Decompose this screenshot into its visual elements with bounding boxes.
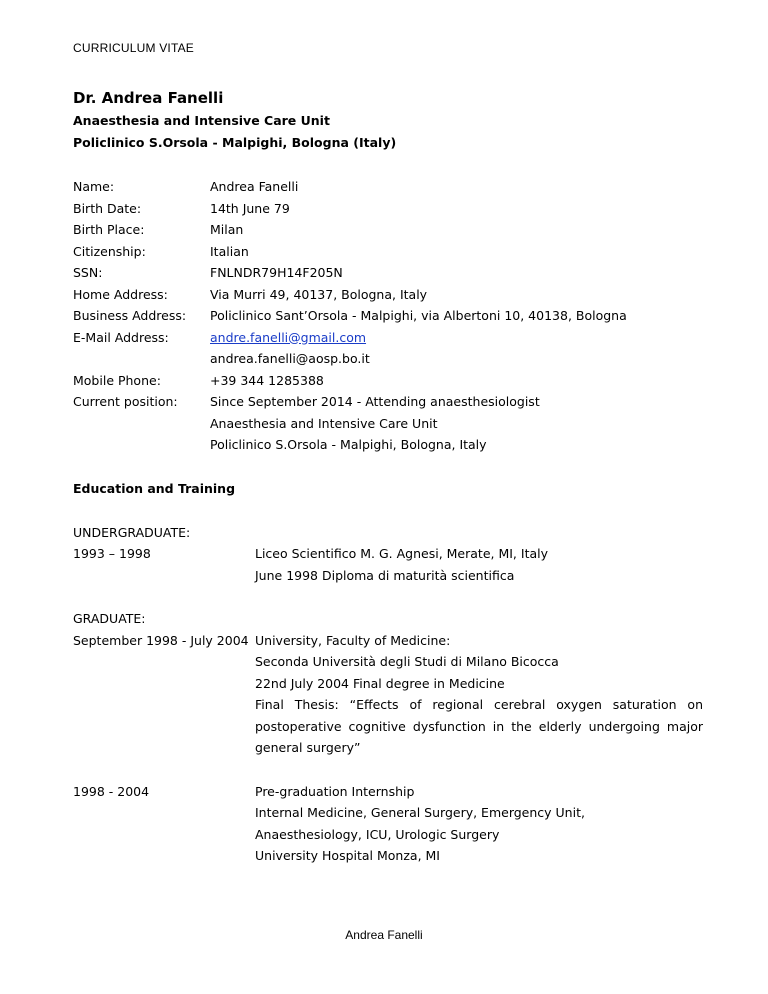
department: Anaesthesia and Intensive Care Unit xyxy=(73,113,330,128)
running-header: CURRICULUM VITAE xyxy=(73,41,194,55)
education-period: September 1998 - July 2004 xyxy=(73,632,249,648)
info-label: Name: xyxy=(73,179,115,194)
education-line: Seconda Università degli Studi di Milano Bicocca xyxy=(255,654,559,669)
info-value: +39 344 1285388 xyxy=(210,372,324,388)
info-value: Since September 2014 - Attending anaesthesiologist xyxy=(210,394,540,409)
info-value: Andrea Fanelli xyxy=(210,179,299,194)
info-row-business-address xyxy=(73,305,703,327)
cv-document xyxy=(73,86,703,867)
info-label: E-Mail Address: xyxy=(73,329,169,345)
info-label: Business Address: xyxy=(73,308,187,323)
info-row-home-address xyxy=(73,284,703,306)
info-value: Via Murri 49, 40137, Bologna, Italy xyxy=(210,286,428,302)
info-row-current-position xyxy=(73,391,703,413)
info-label: Home Address: xyxy=(73,286,168,302)
undergraduate-heading: UNDERGRADUATE: xyxy=(73,524,191,540)
education-line: Liceo Scientifico M. G. Agnesi, Merate, MI, Italy xyxy=(255,546,548,561)
education-period: 1993 – 1998 xyxy=(73,546,151,561)
info-row-mobile xyxy=(73,370,703,392)
info-value: FNLNDR79H14F205N xyxy=(210,265,343,280)
info-row-ssn xyxy=(73,262,703,284)
info-value: Anaesthesia and Intensive Care Unit xyxy=(210,415,438,431)
education-entry-internship xyxy=(73,781,703,867)
email-secondary: andrea.fanelli@aosp.bo.it xyxy=(210,351,370,366)
info-row-email-secondary xyxy=(73,348,703,370)
final-thesis: Final Thesis: “Effects of regional cerebral oxygen saturation on postoperative cognitive dysfunction in the elderly undergoing major general surgery” xyxy=(255,697,703,755)
graduate-heading: GRADUATE: xyxy=(73,611,146,626)
info-row-birth-place xyxy=(73,219,703,241)
email-link[interactable]: andre.fanelli@gmail.com xyxy=(210,329,367,345)
info-row-birth-date xyxy=(73,198,703,220)
info-label: Current position: xyxy=(73,394,178,409)
education-entry-graduate xyxy=(73,630,703,759)
info-row-current-position-line-2 xyxy=(73,413,703,435)
info-label: Citizenship: xyxy=(73,243,146,259)
info-label: SSN: xyxy=(73,265,103,280)
education-line: University Hospital Monza, MI xyxy=(255,848,440,863)
info-value: Policlinico S.Orsola - Malpighi, Bologna, Italy xyxy=(210,437,487,452)
education-line: 22nd July 2004 Final degree in Medicine xyxy=(255,675,505,691)
info-label: Birth Place: xyxy=(73,222,145,237)
personal-info xyxy=(73,176,703,456)
education-period: 1998 - 2004 xyxy=(73,783,150,799)
education-line: June 1998 Diploma di maturità scientifica xyxy=(255,567,515,583)
info-value: Milan xyxy=(210,222,244,237)
page-footer: Andrea Fanelli xyxy=(345,928,423,942)
institution: Policlinico S.Orsola - Malpighi, Bologna (Italy) xyxy=(73,135,397,150)
info-label: Mobile Phone: xyxy=(73,372,161,388)
info-row-current-position-line-3 xyxy=(73,434,703,456)
info-value: Italian xyxy=(210,243,249,259)
info-row-citizenship xyxy=(73,241,703,263)
education-line: University, Faculty of Medicine: xyxy=(255,632,451,648)
education-line: Pre-graduation Internship xyxy=(255,783,415,799)
section-title-education: Education and Training xyxy=(73,480,236,496)
info-label: Birth Date: xyxy=(73,200,142,216)
info-value: 14th June 79 xyxy=(210,200,290,216)
person-name: Dr. Andrea Fanelli xyxy=(73,89,224,107)
info-row-name xyxy=(73,176,703,198)
info-row-email xyxy=(73,327,703,349)
info-value: Policlinico Sant’Orsola - Malpighi, via Albertoni 10, 40138, Bologna xyxy=(210,308,627,323)
education-entry-undergraduate xyxy=(73,543,703,586)
education-line: Internal Medicine, General Surgery, Emergency Unit, xyxy=(255,805,585,820)
education-line: Anaesthesiology, ICU, Urologic Surgery xyxy=(255,826,500,842)
